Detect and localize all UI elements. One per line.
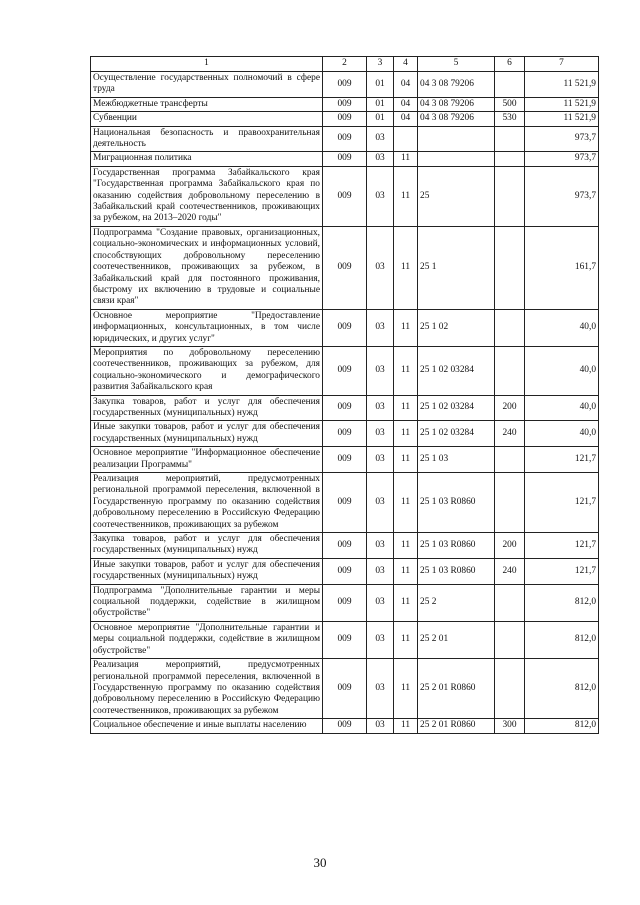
cell-subsection: 11: [394, 421, 418, 447]
table-row: [91, 558, 599, 584]
table-row: [91, 226, 599, 309]
cell-expense-type: [495, 226, 525, 309]
table-row: [91, 447, 599, 473]
cell-ministry-code: 009: [323, 72, 367, 98]
row-name: Иные закупки товаров, работ и услуг для обеспечения государственных (муниципальных) нужд: [91, 421, 323, 447]
row-name: Основное мероприятие "Информационное обеспечение реализации Программы": [91, 447, 323, 473]
cell-target-article: 25 1 02 03284: [418, 421, 495, 447]
cell-subsection: 11: [394, 152, 418, 166]
table-row: [91, 473, 599, 533]
cell-ministry-code: 009: [323, 621, 367, 658]
table-header-row: [91, 57, 599, 72]
cell-target-article: 25 1 02 03284: [418, 395, 495, 421]
cell-expense-type: [495, 584, 525, 621]
cell-ministry-code: 009: [323, 112, 367, 126]
cell-amount: 973,7: [525, 152, 599, 166]
cell-section: 03: [367, 309, 394, 346]
cell-amount: 121,7: [525, 473, 599, 533]
table-row: [91, 659, 599, 719]
cell-target-article: 25 1 03 R0860: [418, 533, 495, 559]
table-row: [91, 395, 599, 421]
cell-target-article: 04 3 08 79206: [418, 112, 495, 126]
cell-section: 03: [367, 166, 394, 226]
page-number: 30: [313, 855, 327, 870]
header-cell: 3: [367, 57, 394, 72]
cell-target-article: 25 1 02 03284: [418, 346, 495, 395]
cell-target-article: 25 1 03 R0860: [418, 473, 495, 533]
cell-amount: 812,0: [525, 659, 599, 719]
cell-section: 03: [367, 447, 394, 473]
table-row: [91, 621, 599, 658]
cell-expense-type: [495, 309, 525, 346]
cell-section: 03: [367, 621, 394, 658]
cell-amount: 973,7: [525, 126, 599, 152]
table-row: [91, 533, 599, 559]
row-name: Межбюджетные трансферты: [91, 97, 323, 111]
cell-expense-type: 200: [495, 533, 525, 559]
row-name: Основное мероприятие "Предоставление информационных, консультационных, в том числе юридических, и других услуг": [91, 309, 323, 346]
cell-expense-type: [495, 72, 525, 98]
cell-expense-type: [495, 126, 525, 152]
cell-amount: 11 521,9: [525, 72, 599, 98]
cell-ministry-code: 009: [323, 584, 367, 621]
cell-ministry-code: 009: [323, 97, 367, 111]
cell-target-article: 25: [418, 166, 495, 226]
cell-ministry-code: 009: [323, 659, 367, 719]
cell-expense-type: [495, 621, 525, 658]
table-body: [91, 72, 599, 734]
row-name: Закупка товаров, работ и услуг для обеспечения государственных (муниципальных) нужд: [91, 395, 323, 421]
cell-target-article: 25 1: [418, 226, 495, 309]
cell-amount: 812,0: [525, 584, 599, 621]
cell-section: 03: [367, 226, 394, 309]
cell-section: 03: [367, 473, 394, 533]
table-row: [91, 309, 599, 346]
cell-expense-type: [495, 152, 525, 166]
table-row: [91, 166, 599, 226]
row-name: Мероприятия по добровольному переселению соотечественников, проживающих за рубежом, для социально-экономического и демографического развития Забайкальского края: [91, 346, 323, 395]
table-row: [91, 112, 599, 126]
cell-subsection: 11: [394, 447, 418, 473]
table-row: [91, 152, 599, 166]
cell-ministry-code: 009: [323, 473, 367, 533]
cell-section: 03: [367, 558, 394, 584]
cell-subsection: [394, 126, 418, 152]
cell-ministry-code: 009: [323, 533, 367, 559]
cell-expense-type: [495, 346, 525, 395]
cell-subsection: 11: [394, 226, 418, 309]
cell-target-article: 25 2 01 R0860: [418, 719, 495, 733]
cell-expense-type: [495, 447, 525, 473]
cell-section: 03: [367, 346, 394, 395]
cell-amount: 812,0: [525, 621, 599, 658]
table-row: [91, 584, 599, 621]
cell-amount: 11 521,9: [525, 112, 599, 126]
header-cell: 1: [91, 57, 323, 72]
cell-target-article: [418, 152, 495, 166]
table-row: [91, 346, 599, 395]
cell-expense-type: 300: [495, 719, 525, 733]
cell-amount: 40,0: [525, 309, 599, 346]
cell-target-article: 25 1 03: [418, 447, 495, 473]
cell-subsection: 11: [394, 584, 418, 621]
cell-section: 03: [367, 533, 394, 559]
cell-amount: 40,0: [525, 346, 599, 395]
cell-section: 03: [367, 126, 394, 152]
cell-target-article: 25 2: [418, 584, 495, 621]
table-row: [91, 97, 599, 111]
cell-target-article: 25 1 02: [418, 309, 495, 346]
cell-target-article: 25 1 03 R0860: [418, 558, 495, 584]
cell-amount: 40,0: [525, 395, 599, 421]
row-name: Субвенции: [91, 112, 323, 126]
row-name: Основное мероприятие "Дополнительные гарантии и меры социальной поддержки, содействие в жилищном обустройстве": [91, 621, 323, 658]
cell-section: 03: [367, 659, 394, 719]
row-name: Закупка товаров, работ и услуг для обеспечения государственных (муниципальных) нужд: [91, 533, 323, 559]
row-name: Иные закупки товаров, работ и услуг для обеспечения государственных (муниципальных) нужд: [91, 558, 323, 584]
cell-amount: 40,0: [525, 421, 599, 447]
row-name: Миграционная политика: [91, 152, 323, 166]
cell-target-article: 25 2 01: [418, 621, 495, 658]
header-cell: 4: [394, 57, 418, 72]
cell-subsection: 04: [394, 97, 418, 111]
cell-ministry-code: 009: [323, 395, 367, 421]
cell-ministry-code: 009: [323, 447, 367, 473]
header-cell: 7: [525, 57, 599, 72]
cell-section: 03: [367, 584, 394, 621]
cell-section: 03: [367, 421, 394, 447]
cell-ministry-code: 009: [323, 421, 367, 447]
cell-subsection: 11: [394, 659, 418, 719]
cell-subsection: 04: [394, 112, 418, 126]
table-row: [91, 126, 599, 152]
cell-ministry-code: 009: [323, 719, 367, 733]
row-name: Подпрограмма "Дополнительные гарантии и меры социальной поддержки, содействие в жилищном обустройстве": [91, 584, 323, 621]
cell-expense-type: 240: [495, 421, 525, 447]
cell-expense-type: 530: [495, 112, 525, 126]
cell-ministry-code: 009: [323, 558, 367, 584]
cell-section: 01: [367, 72, 394, 98]
row-name: Подпрограмма "Создание правовых, организационных, социально-экономических и информационных условий, способствующих добровольному переселению соотечественников, проживающих за рубежом, в Забайкальский край для постоянного проживания, быстрому их включению в трудовые и социальные связи края": [91, 226, 323, 309]
cell-ministry-code: 009: [323, 309, 367, 346]
cell-target-article: [418, 126, 495, 152]
row-name: Государственная программа Забайкальского края "Государственная программа Забайкальского края по оказанию содействия добровольному переселению в Забайкальский край соотечественников, проживающих за рубежом, на 2013–2020 годы": [91, 166, 323, 226]
cell-subsection: 11: [394, 558, 418, 584]
cell-amount: 973,7: [525, 166, 599, 226]
cell-ministry-code: 009: [323, 226, 367, 309]
row-name: Национальная безопасность и правоохранительная деятельность: [91, 126, 323, 152]
cell-subsection: 04: [394, 72, 418, 98]
cell-ministry-code: 009: [323, 166, 367, 226]
cell-subsection: 11: [394, 473, 418, 533]
cell-ministry-code: 009: [323, 152, 367, 166]
cell-amount: 812,0: [525, 719, 599, 733]
cell-ministry-code: 009: [323, 126, 367, 152]
cell-section: 03: [367, 152, 394, 166]
cell-amount: 121,7: [525, 447, 599, 473]
cell-section: 01: [367, 97, 394, 111]
row-name: Реализация мероприятий, предусмотренных региональной программой переселения, включенной в Государственную программу по оказанию содействия добровольному переселению в Российскую Федерацию соотечественников, проживающих за рубежом: [91, 473, 323, 533]
cell-target-article: 04 3 08 79206: [418, 72, 495, 98]
cell-expense-type: [495, 473, 525, 533]
cell-section: 03: [367, 395, 394, 421]
cell-subsection: 11: [394, 166, 418, 226]
cell-expense-type: 240: [495, 558, 525, 584]
cell-subsection: 11: [394, 533, 418, 559]
cell-subsection: 11: [394, 346, 418, 395]
cell-amount: 11 521,9: [525, 97, 599, 111]
cell-subsection: 11: [394, 309, 418, 346]
row-name: Осуществление государственных полномочий в сфере труда: [91, 72, 323, 98]
table-row: [91, 72, 599, 98]
row-name: Социальное обеспечение и иные выплаты населению: [91, 719, 323, 733]
cell-subsection: 11: [394, 621, 418, 658]
cell-expense-type: 200: [495, 395, 525, 421]
cell-expense-type: [495, 659, 525, 719]
cell-expense-type: [495, 166, 525, 226]
cell-amount: 121,7: [525, 558, 599, 584]
budget-table: [90, 56, 599, 734]
cell-section: 01: [367, 112, 394, 126]
cell-amount: 121,7: [525, 533, 599, 559]
cell-amount: 161,7: [525, 226, 599, 309]
header-cell: 2: [323, 57, 367, 72]
header-cell: 5: [418, 57, 495, 72]
table-row: [91, 421, 599, 447]
table-row: [91, 719, 599, 733]
cell-ministry-code: 009: [323, 346, 367, 395]
cell-section: 03: [367, 719, 394, 733]
cell-expense-type: 500: [495, 97, 525, 111]
row-name: Реализация мероприятий, предусмотренных региональной программой переселения, включенной в Государственную программу по оказанию содействия добровольному переселению в Российскую Федерацию соотечественников, проживающих за рубежом: [91, 659, 323, 719]
cell-subsection: 11: [394, 719, 418, 733]
cell-target-article: 04 3 08 79206: [418, 97, 495, 111]
header-cell: 6: [495, 57, 525, 72]
cell-subsection: 11: [394, 395, 418, 421]
cell-target-article: 25 2 01 R0860: [418, 659, 495, 719]
